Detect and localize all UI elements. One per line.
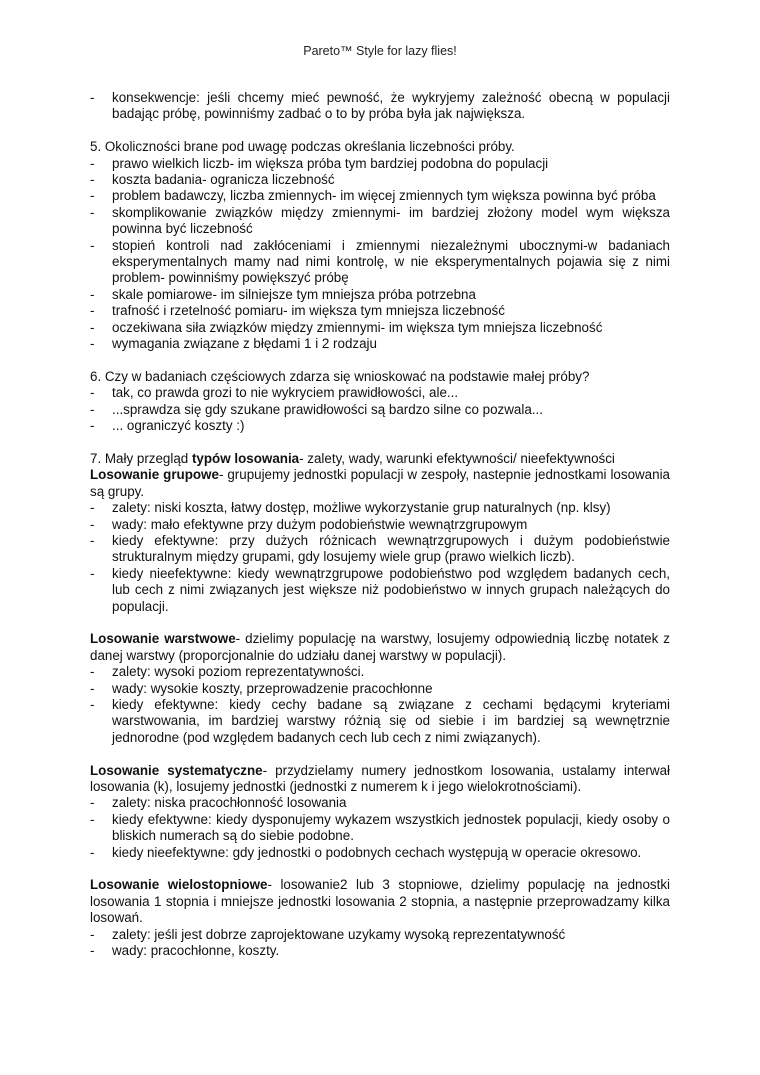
wielostopniowe-term: Losowanie wielostopniowe (90, 877, 268, 893)
list-item: - zalety: jeśli jest dobrze zaprojektowane uzykamy wysoką reprezentatywność (90, 926, 566, 942)
bullet-dash: - (90, 926, 95, 942)
bullet-dash: - (90, 696, 95, 712)
list-item: - skale pomiarowe- im silniejsze tym mniejsza próba potrzebna (90, 286, 476, 302)
bullet-dash: - (90, 680, 95, 696)
warstwowe-term: Losowanie warstwowe (90, 631, 236, 647)
bullet-dash: - (90, 237, 95, 253)
bullet-dash: - (90, 795, 95, 811)
list-item: - trafność i rzetelność pomiaru- im większa tym mniejsza liczebność (90, 303, 505, 319)
systematyczne-list (90, 795, 670, 861)
bullet-dash: - (90, 418, 95, 434)
grupowe-definition: Losowanie grupowe- grupujemy jednostki populacji w zespoły, nastepnie jednostkami losowania są grupy. (90, 467, 670, 499)
list-item: - zalety: niska pracochłonność losowania (90, 795, 347, 811)
list-item: - zalety: wysoki poziom reprezentatywności. (90, 664, 365, 680)
consequences-list (90, 90, 670, 123)
list-item: - skomplikowanie związków między zmiennymi- im bardziej złożony model wym większa powinna być liczebność (90, 204, 670, 237)
page-header: Pareto™ Style for lazy flies! (303, 44, 457, 58)
list-item: - ... ograniczyć koszty :) (90, 418, 245, 434)
section-5-list (90, 156, 670, 353)
list-item: - ...sprawdza się gdy szukane prawidłowości są bardzo silne co pozwala... (90, 401, 543, 417)
list-item: - wady: pracochłonne, koszty. (90, 943, 280, 959)
list-item: - koszta badania- ogranicza liczebność (90, 172, 335, 188)
list-item: - kiedy nieefektywne: kiedy wewnątrzgrupowe podobieństwo pod względem badanych cech, lub cech z nimi związanych jest większe niż podobieństwo w innych grupach należących do populacji. (90, 565, 670, 614)
bullet-dash: - (90, 286, 95, 302)
bullet-dash: - (90, 336, 95, 352)
bullet-dash: - (90, 565, 95, 581)
list-item: - kiedy nieefektywne: gdy jednostki o podobnych cechach występują w operacie okresowo. (90, 844, 642, 860)
bullet-dash: - (90, 90, 95, 105)
bullet-dash: - (90, 385, 95, 401)
section-5-heading: 5. Okoliczności brane pod uwagę podczas określania liczebności próby. (90, 139, 515, 155)
bullet-dash: - (90, 172, 95, 188)
bullet-dash: - (90, 532, 95, 548)
bullet-dash: - (90, 401, 95, 417)
list-item: - zalety: niski koszta, łatwy dostęp, możliwe wykorzystanie grup naturalnych (np. klsy) (90, 500, 611, 516)
bullet-dash: - (90, 500, 95, 516)
list-item: - konsekwencje: jeśli chcemy mieć pewność, że wykryjemy zależność obecną w populacji badając próbę, powinniśmy zadbać o to by próba była jak największa. (90, 90, 670, 122)
list-item: - kiedy efektywne: kiedy cechy badane są związane z cechami będącymi kryteriami warstwowania, im bardziej warstwy różnią się od siebie i im bardziej są wewnętrznie jednorodne (pod względem badanych cech lub cech z nimi związanych). (90, 696, 670, 745)
grupowe-list (90, 500, 670, 615)
bullet-dash: - (90, 811, 95, 827)
bullet-dash: - (90, 188, 95, 204)
list-item: - problem badawczy, liczba zmiennych- im więcej zmiennych tym większa powinna być próba (90, 188, 656, 204)
bullet-dash: - (90, 943, 95, 959)
list-item: - wady: wysokie koszty, przeprowadzenie pracochłonne (90, 680, 433, 696)
section-7-heading: 7. Mały przegląd typów losowania- zalety, wady, warunki efektywności/ nieefektywności (90, 450, 615, 466)
systematyczne-definition: Losowanie systematyczne- przydzielamy numery jednostkom losowania, ustalamy interwał losowania (k), losujemy jednostki (jednostki z numerem k i jego wielokrotnościami). (90, 762, 670, 794)
bullet-dash: - (90, 319, 95, 335)
bullet-dash: - (90, 155, 95, 171)
section-6-list (90, 385, 670, 434)
list-item: - oczekiwana siła związków między zmiennymi- im większa tym mniejsza liczebność (90, 319, 603, 335)
bullet-dash: - (90, 844, 95, 860)
systematyczne-term: Losowanie systematyczne (90, 762, 263, 778)
list-item: - wymagania związane z błędami 1 i 2 rodzaju (90, 336, 377, 352)
bullet-dash: - (90, 516, 95, 532)
grupowe-term: Losowanie grupowe (90, 467, 219, 483)
list-item: - prawo wielkich liczb- im większa próba tym bardziej podobna do populacji (90, 155, 549, 171)
document-body (90, 90, 670, 959)
warstwowe-list (90, 664, 670, 746)
bullet-dash: - (90, 204, 95, 220)
list-item: - stopień kontroli nad zakłóceniami i zmiennymi niezależnymi ubocznymi-w badaniach eksperymentalnych mamy nad nimi kontrolę, w nie eksperymentalnych pojawia się z nimi problem- powinniśmy powiększyć próbę (90, 237, 670, 286)
wielostopniowe-definition: Losowanie wielostopniowe- losowanie2 lub 3 stopniowe, dzielimy populację na jednostki losowania 1 stopnia i mniejsze jednostki losowania 2 stopnia, a następnie przeprowadzamy kilka losowań. (90, 877, 670, 926)
list-item: - wady: mało efektywne przy dużym podobieństwie wewnątrzgrupowym (90, 516, 528, 532)
list-item: - kiedy efektywne: przy dużych różnicach wewnątrzgrupowych i dużym podobieństwie strukturalnym między grupami, gdy losujemy wiele grup (prawo wielkich liczb). (90, 532, 670, 565)
bullet-dash: - (90, 664, 95, 680)
section-6-heading: 6. Czy w badaniach częściowych zdarza się wnioskować na podstawie małej próby? (90, 368, 590, 384)
warstwowe-definition: Losowanie warstwowe- dzielimy populację na warstwy, losujemy odpowiednią liczbę notatek z danej warstwy (proporcjonalnie do udziału danej warstwy w populacji). (90, 631, 670, 663)
list-item: - tak, co prawda grozi to nie wykryciem prawidłowości, ale... (90, 385, 459, 401)
list-item: - kiedy efektywne: kiedy dysponujemy wykazem wszystkich jednostek populacji, kiedy osoby o bliskich numerach są do siebie podobne. (90, 811, 670, 844)
bullet-dash: - (90, 303, 95, 319)
wielostopniowe-list (90, 927, 670, 960)
